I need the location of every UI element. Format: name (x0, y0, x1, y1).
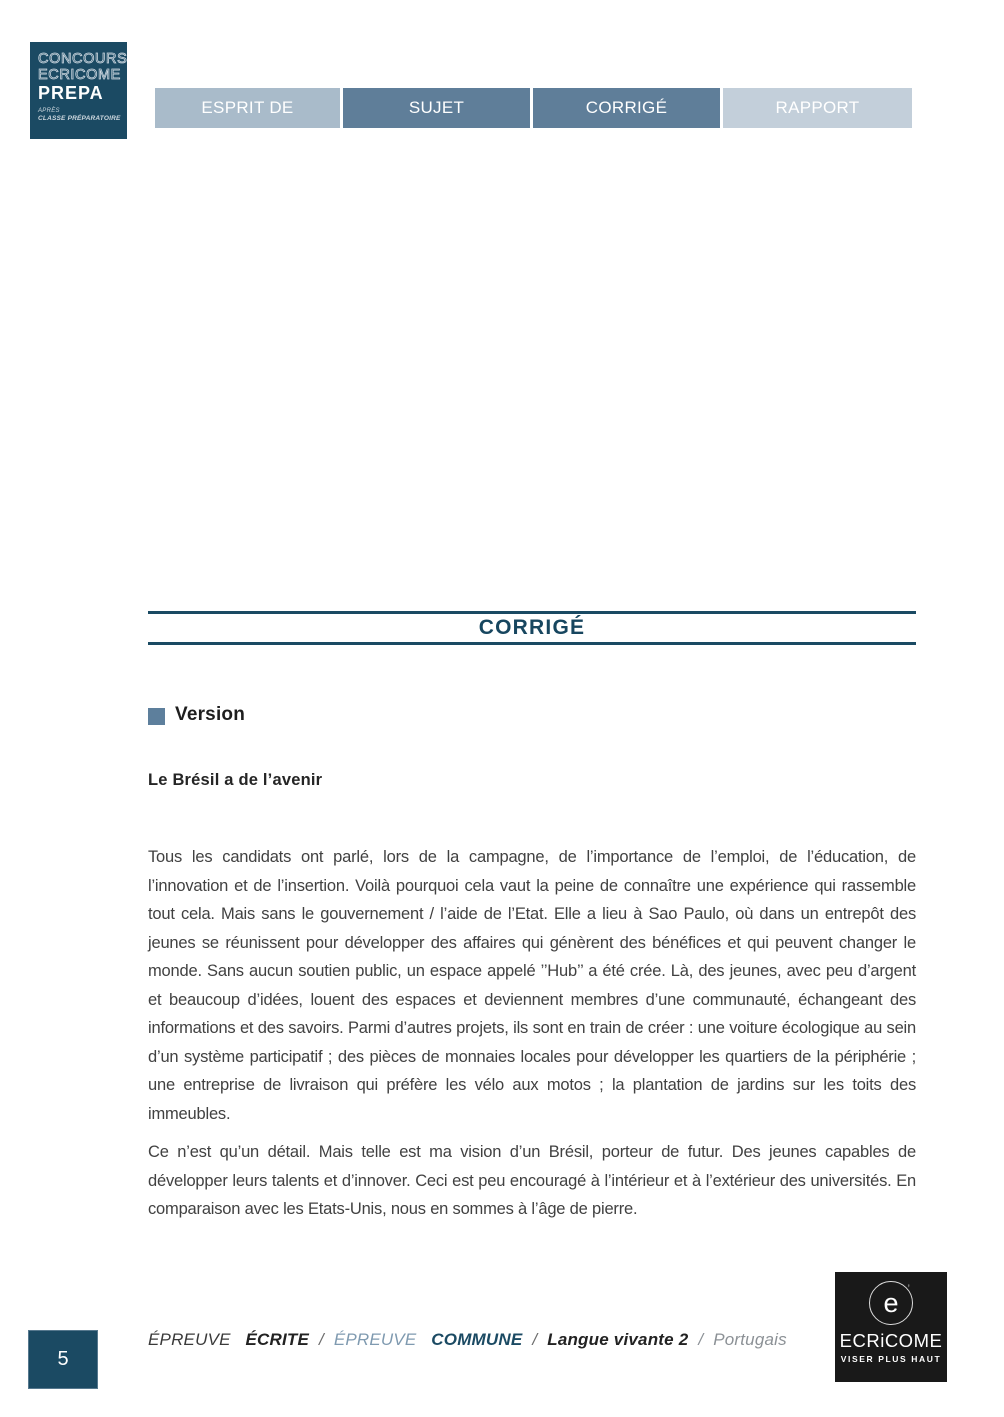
page-number: 5 (57, 1348, 69, 1370)
logo-classe-preparatoire-text: CLASSE PRÉPARATOIRE (38, 115, 121, 122)
corrige-section-title: CORRIGÉ (478, 616, 586, 639)
page-number-box (28, 1330, 98, 1389)
footer-breadcrumb (148, 1330, 787, 1350)
footer-language-label: Portugais (713, 1330, 787, 1349)
emblem-letter: e (883, 1287, 899, 1318)
body-paragraph-1: Tous les candidats ont parlé, lors de la campagne, de l’importance de l’emploi, de l’éducation, de l’innovation et de l’insertion. Voilà pourquoi cela vaut la peine de connaître une expérience qui rassemble tout cela. Mais sans le gouvernement / l’aide de l’Etat. Elle a lieu à Sao Paulo, où dans un entrepôt des jeunes se réunissent pour développer des affaires qui génèrent des bénéfices et qui peuvent changer le monde. Sans aucun soutien public, un espace appelé ’’Hub’’ a été crée. Là, des jeunes, avec peu d’argent et beaucoup d’idées, louent des espaces et deviennent membres d’une communauté, échangeant des informations et des savoirs. Parmi d’autres projets, ils sont en train de créer : une voiture écologique au sein d’un système participatif ; des pièces de monnaies locales pour développer les quartiers de la périphérie ; une entreprise de livraison qui préfère les vélo aux motos ; la plantation de jardins sur les toits des immeubles. (148, 848, 916, 1123)
corrige-section-heading (148, 611, 916, 645)
logo-concours-text: CONCOURS (38, 51, 128, 67)
concours-ecricome-prepa-logo (30, 42, 127, 139)
tab-rapport[interactable]: RAPPORT (723, 88, 912, 128)
ecricome-brand-tagline: VISER PLUS HAUT (840, 1354, 942, 1364)
logo-apres-text: APRÈS (38, 108, 60, 114)
footer-ecrite-label: ÉCRITE (245, 1330, 310, 1349)
emblem-tick-mark: ’ (907, 1282, 910, 1296)
section-tab-bar (155, 88, 912, 157)
footer-separator-1: / (318, 1330, 324, 1349)
body-paragraph-2: Ce n’est qu’un détail. Mais telle est ma vision d’un Brésil, porteur de futur. Des jeunes capables de développer leurs talents et d’innover. Ceci est peu encouragé à l’intérieur et à l’extérieur des universités. En comparaison avec les Etats-Unis, nous en sommes à l’âge de pierre. (148, 1143, 916, 1218)
footer-commune-label: COMMUNE (431, 1330, 523, 1349)
ecricome-emblem-icon (869, 1281, 913, 1325)
logo-ecricome-text: ECRICOME (38, 67, 121, 83)
tab-sujet[interactable]: SUJET (343, 88, 530, 128)
logo-prepa-text: PREPA (38, 83, 104, 103)
exercise-title: Le Brésil a de l’avenir (148, 771, 323, 789)
footer-langue-vivante-label: Langue vivante 2 (547, 1330, 689, 1349)
footer-separator-3: / (698, 1330, 704, 1349)
footer-epreuve2-label: ÉPREUVE (333, 1330, 417, 1349)
ecricome-brand-block (835, 1272, 947, 1382)
version-subsection-title: Version (175, 704, 246, 725)
version-subsection-heading (148, 704, 245, 726)
corrige-body-text (148, 843, 916, 1234)
tab-corrige[interactable]: CORRIGÉ (533, 88, 720, 128)
section-bullet-icon (148, 708, 165, 725)
tab-esprit-de-lepreuve[interactable]: ESPRIT DE L’ÉPREUVE (155, 88, 340, 128)
footer-separator-2: / (532, 1330, 538, 1349)
ecricome-brand-name: ECRiCOME (839, 1330, 943, 1351)
footer-epreuve-label: ÉPREUVE (148, 1330, 231, 1349)
